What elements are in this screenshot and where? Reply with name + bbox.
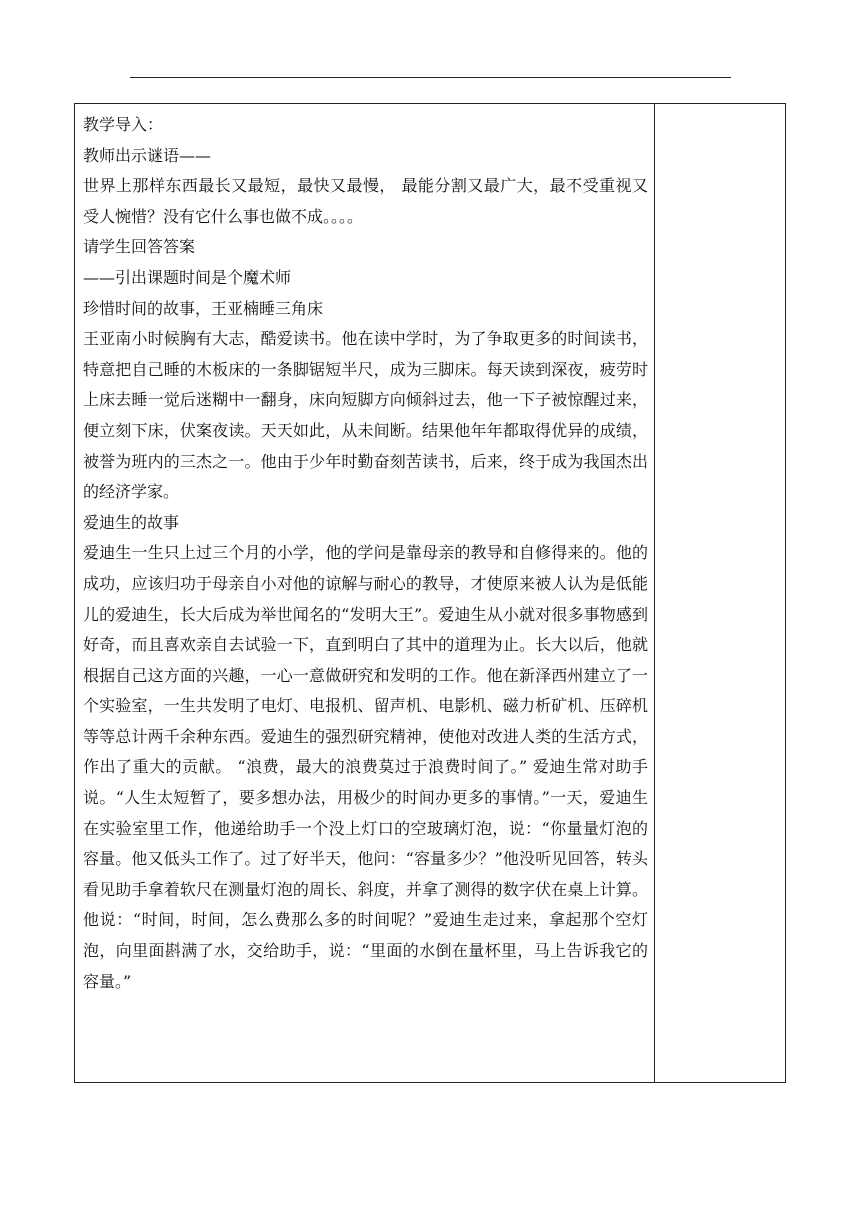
student-answer-line: 请学生回答答案 [83,237,196,257]
topic-lead-line: ——引出课题时间是个魔术师 [83,267,292,287]
story-body-edison: 爱迪生一生只上过三个月的小学，他的学问是靠母亲的教导和自修得来的。他的成功，应该归功于母亲自小对他的谅解与耐心的教导，才使原来被人认为是低能儿的爱迪生，长大后成为举世闻名的“发明大王”。爱迪生从小就对很多事物感到好奇，而且喜欢亲自去试验一下，直到明白了其中的道理为止。长大以后，他就根据自己这方面的兴趣，一心一意做研究和发明的工作。他在新泽西州建立了一个实验室，一生共发明了电灯、电报机、留声机、电影机、磁力析矿机、压碎机等等总计两千余种东西。爱迪生的强烈研究精神，使他对改进人类的生活方式，作出了重大的贡献。 “浪费，最大的浪费莫过于浪费时间了。” 爱迪生常对助手说。“人生太短暂了，要多想办法，用极少的时间办更多的事情。”一天，爱迪生在实验室里工作，他递给助手一个没上灯口的空玻璃灯泡，说：“你量量灯泡的容量。他又低头工作了。过了好半天，他问：“容量多少？”他没听见回答，转头看见助手拿着软尺在测量灯泡的周长、斜度，并拿了测得的数字伏在桌上计算。他说：“时间，时间，怎么费那么多的时间呢？”爱迪生走过来，拿起那个空灯泡，向里面斟满了水，交给助手，说：“里面的水倒在量杯里，马上告诉我它的容量。” [83,543,648,991]
section-heading-intro: 教学导入： [83,115,164,134]
story-title-wang: 珍惜时间的故事，王亚楠睡三角床 [83,298,324,318]
teacher-riddle-line: 教师出示谜语—— [83,145,212,165]
header-rule [130,77,731,78]
lesson-content-cell [83,110,648,997]
riddle-text: 世界上那样东西最长又最短，最快又最慢， 最能分割又最广大，最不受重视又受人惋惜？没有它什么事也做不成。。。。 [83,176,648,226]
story-body-wang: 王亚南小时候胸有大志，酷爱读书。他在读中学时，为了争取更多的时间读书，特意把自己睡的木板床的一条脚锯短半尺，成为三脚床。每天读到深夜，疲劳时上床去睡一觉后迷糊中一翻身，床向短脚方向倾斜过去，他一下子被惊醒过来，便立刻下床，伏案夜读。天天如此，从未间断。结果他年年都取得优异的成绩，被誉为班内的三杰之一。他由于少年时勤奋刻苦读书，后来，终于成为我国杰出的经济学家。 [83,329,648,502]
lesson-table [74,103,786,1083]
story-title-edison: 爱迪生的故事 [83,512,180,532]
notes-cell [655,104,785,1082]
